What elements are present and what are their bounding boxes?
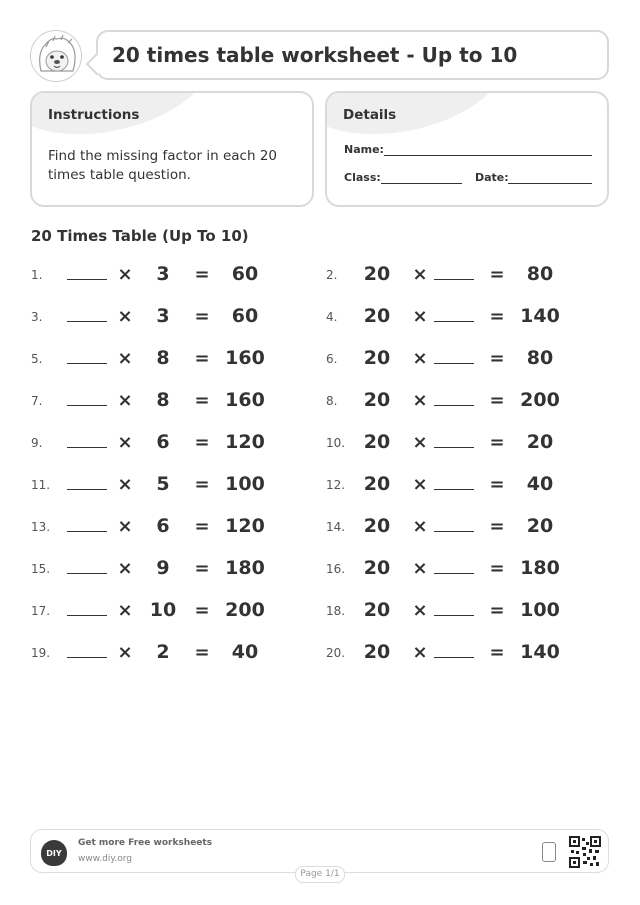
answer-blank[interactable]	[434, 489, 474, 490]
equals-sign: =	[194, 474, 210, 495]
product: 100	[520, 599, 560, 621]
question-number: 7.	[31, 394, 43, 408]
question-number: 13.	[31, 520, 51, 534]
times-sign: ×	[412, 642, 428, 663]
question-item	[326, 556, 596, 584]
times-sign: ×	[117, 642, 133, 663]
question-number: 1.	[31, 268, 43, 282]
equals-sign: =	[489, 432, 505, 453]
question-item	[326, 514, 596, 542]
factor-b: 8	[156, 389, 170, 411]
equals-sign: =	[194, 306, 210, 327]
question-number: 20.	[326, 646, 346, 660]
product: 160	[225, 389, 265, 411]
product: 20	[526, 431, 554, 453]
answer-blank[interactable]	[67, 489, 107, 490]
times-sign: ×	[117, 516, 133, 537]
question-number: 12.	[326, 478, 346, 492]
name-field[interactable]	[384, 155, 592, 156]
answer-blank[interactable]	[434, 657, 474, 658]
product: 120	[225, 431, 265, 453]
question-item	[31, 640, 301, 668]
question-number: 16.	[326, 562, 346, 576]
diy-logo: DIY	[41, 840, 67, 866]
times-sign: ×	[117, 558, 133, 579]
answer-blank[interactable]	[67, 531, 107, 532]
product: 80	[526, 263, 554, 285]
factor-a: 20	[363, 557, 391, 579]
instructions-text: Find the missing factor in each 20 times table question.	[48, 148, 277, 183]
times-sign: ×	[117, 264, 133, 285]
question-item	[31, 262, 301, 290]
class-label: Class:	[344, 171, 381, 184]
question-number: 11.	[31, 478, 51, 492]
equals-sign: =	[489, 600, 505, 621]
product: 40	[231, 641, 259, 663]
answer-blank[interactable]	[434, 447, 474, 448]
instructions-heading: Instructions	[48, 107, 140, 123]
class-field[interactable]	[381, 183, 462, 184]
equals-sign: =	[489, 348, 505, 369]
product: 180	[520, 557, 560, 579]
equals-sign: =	[194, 558, 210, 579]
factor-b: 6	[156, 431, 170, 453]
page-title: 20 times table worksheet - Up to 10	[112, 43, 518, 67]
date-label: Date:	[475, 171, 509, 184]
answer-blank[interactable]	[67, 363, 107, 364]
equals-sign: =	[194, 600, 210, 621]
qr-code-icon	[569, 836, 601, 868]
answer-blank[interactable]	[434, 573, 474, 574]
factor-b: 3	[156, 305, 170, 327]
question-item	[326, 472, 596, 500]
product: 200	[225, 599, 265, 621]
question-item	[31, 514, 301, 542]
question-number: 6.	[326, 352, 338, 366]
answer-blank[interactable]	[67, 657, 107, 658]
instructions-card	[30, 91, 314, 207]
equals-sign: =	[489, 306, 505, 327]
factor-a: 20	[363, 263, 391, 285]
times-sign: ×	[412, 516, 428, 537]
question-item	[31, 430, 301, 458]
product: 60	[231, 305, 259, 327]
equals-sign: =	[489, 558, 505, 579]
product: 180	[225, 557, 265, 579]
equals-sign: =	[489, 642, 505, 663]
factor-a: 20	[363, 641, 391, 663]
question-number: 8.	[326, 394, 338, 408]
times-sign: ×	[117, 306, 133, 327]
product: 140	[520, 641, 560, 663]
product: 140	[520, 305, 560, 327]
answer-blank[interactable]	[434, 363, 474, 364]
factor-b: 9	[156, 557, 170, 579]
section-title: 20 Times Table (Up To 10)	[31, 227, 249, 245]
question-number: 5.	[31, 352, 43, 366]
factor-a: 20	[363, 347, 391, 369]
factor-b: 8	[156, 347, 170, 369]
factor-a: 20	[363, 431, 391, 453]
product: 80	[526, 347, 554, 369]
question-item	[326, 262, 596, 290]
equals-sign: =	[489, 516, 505, 537]
question-item	[326, 388, 596, 416]
equals-sign: =	[489, 264, 505, 285]
times-sign: ×	[412, 264, 428, 285]
product: 200	[520, 389, 560, 411]
question-number: 9.	[31, 436, 43, 450]
question-number: 19.	[31, 646, 51, 660]
times-sign: ×	[117, 348, 133, 369]
product: 60	[231, 263, 259, 285]
details-heading: Details	[343, 107, 397, 123]
equals-sign: =	[489, 474, 505, 495]
page-number: Page 1/1	[295, 866, 345, 883]
equals-sign: =	[194, 432, 210, 453]
question-number: 4.	[326, 310, 338, 324]
answer-blank[interactable]	[434, 279, 474, 280]
equals-sign: =	[194, 264, 210, 285]
answer-blank[interactable]	[67, 447, 107, 448]
equals-sign: =	[194, 390, 210, 411]
product: 100	[225, 473, 265, 495]
product: 120	[225, 515, 265, 537]
footer-promo: Get more Free worksheets	[78, 838, 213, 848]
question-number: 14.	[326, 520, 346, 534]
answer-blank[interactable]	[67, 615, 107, 616]
times-sign: ×	[412, 432, 428, 453]
times-sign: ×	[117, 600, 133, 621]
product: 20	[526, 515, 554, 537]
answer-blank[interactable]	[434, 321, 474, 322]
equals-sign: =	[194, 516, 210, 537]
factor-b: 6	[156, 515, 170, 537]
phone-icon	[542, 842, 556, 862]
answer-blank[interactable]	[67, 573, 107, 574]
question-item	[326, 430, 596, 458]
answer-blank[interactable]	[434, 405, 474, 406]
question-item	[31, 598, 301, 626]
title-banner	[96, 30, 609, 80]
factor-a: 20	[363, 473, 391, 495]
times-sign: ×	[117, 390, 133, 411]
date-field[interactable]	[508, 183, 592, 184]
factor-b: 3	[156, 263, 170, 285]
question-item	[31, 304, 301, 332]
question-item	[326, 346, 596, 374]
question-item	[31, 472, 301, 500]
answer-blank[interactable]	[67, 321, 107, 322]
question-number: 10.	[326, 436, 346, 450]
question-item	[31, 346, 301, 374]
question-item	[31, 388, 301, 416]
product: 160	[225, 347, 265, 369]
question-number: 2.	[326, 268, 338, 282]
question-number: 15.	[31, 562, 51, 576]
times-sign: ×	[412, 600, 428, 621]
times-sign: ×	[117, 432, 133, 453]
mascot-icon	[31, 31, 82, 82]
answer-blank[interactable]	[434, 531, 474, 532]
times-sign: ×	[412, 390, 428, 411]
question-number: 3.	[31, 310, 43, 324]
answer-blank[interactable]	[67, 279, 107, 280]
equals-sign: =	[194, 348, 210, 369]
factor-b: 2	[156, 641, 170, 663]
name-label: Name:	[344, 143, 384, 156]
footer-url[interactable]: www.diy.org	[78, 854, 132, 864]
factor-a: 20	[363, 515, 391, 537]
question-item	[326, 598, 596, 626]
equals-sign: =	[194, 642, 210, 663]
question-item	[326, 304, 596, 332]
details-card	[325, 91, 609, 207]
times-sign: ×	[412, 306, 428, 327]
question-item	[31, 556, 301, 584]
product: 40	[526, 473, 554, 495]
question-number: 18.	[326, 604, 346, 618]
factor-b: 5	[156, 473, 170, 495]
equals-sign: =	[489, 390, 505, 411]
times-sign: ×	[117, 474, 133, 495]
mascot-avatar	[30, 30, 82, 82]
times-sign: ×	[412, 558, 428, 579]
factor-a: 20	[363, 389, 391, 411]
answer-blank[interactable]	[67, 405, 107, 406]
factor-a: 20	[363, 305, 391, 327]
answer-blank[interactable]	[434, 615, 474, 616]
times-sign: ×	[412, 348, 428, 369]
times-sign: ×	[412, 474, 428, 495]
question-number: 17.	[31, 604, 51, 618]
question-item	[326, 640, 596, 668]
factor-a: 20	[363, 599, 391, 621]
factor-b: 10	[149, 599, 177, 621]
